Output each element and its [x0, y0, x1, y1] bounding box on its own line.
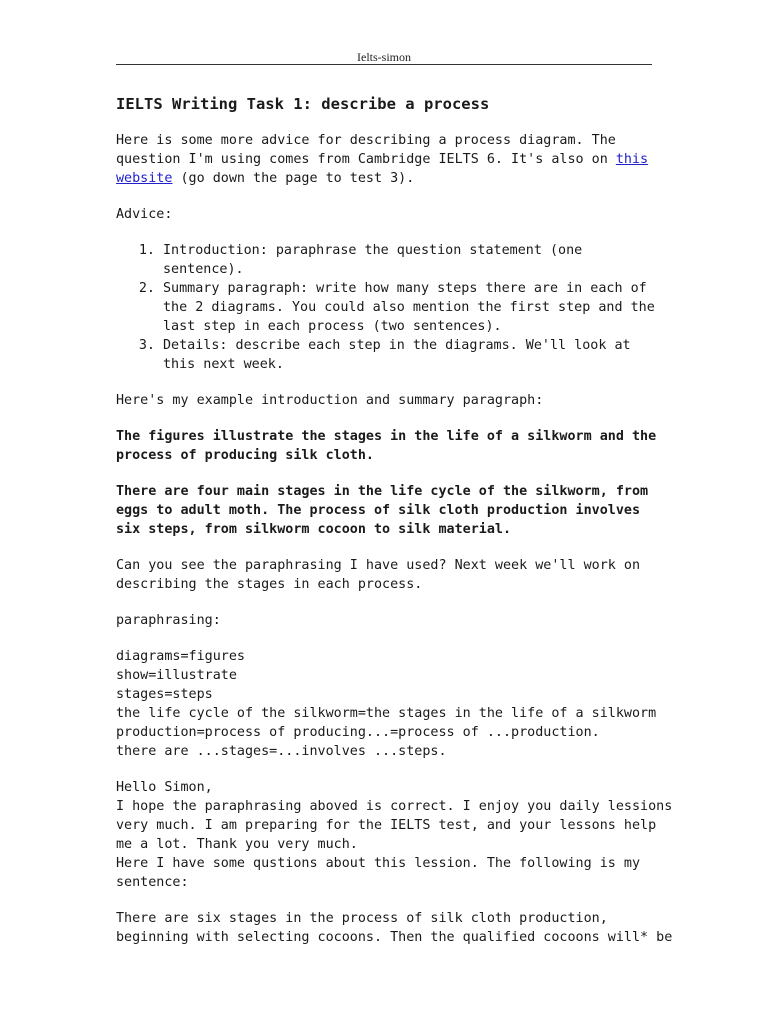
comment-line: sentence: [116, 875, 189, 890]
comment-sentence [116, 909, 673, 947]
paraphrase-line: show=illustrate [116, 668, 237, 683]
paraphrase-line: production=process of producing...=process of ...production. [116, 725, 600, 740]
example-introduction: The figures illustrate the stages in the life of a silkworm and the process of producing silk cloth. [116, 429, 657, 463]
paraphrase-line: there are ...stages=...involves ...steps. [116, 744, 447, 759]
example-label: Here's my example introduction and summary paragraph: [116, 393, 544, 408]
comment-line: Here I have some qustions about this lession. The following is my [116, 856, 641, 871]
comment-line: very much. I am preparing for the IELTS test, and your lessons help [116, 818, 657, 833]
advice-item: 2. Summary paragraph: write how many steps there are in each of the 2 diagrams. You could also mention the first step and the last step in each process (two sentences). [163, 279, 661, 336]
comment-sentence-line: There are six stages in the process of silk cloth production, [116, 911, 608, 926]
paraphrase-question: Can you see the paraphrasing I have used? Next week we'll work on describing the stages in each process. [116, 558, 641, 592]
intro-paragraph [116, 131, 661, 188]
advice-list [116, 241, 661, 374]
advice-item: 1. Introduction: paraphrase the question statement (one sentence). [163, 241, 661, 279]
article-title: IELTS Writing Task 1: describe a process [116, 95, 490, 113]
intro-text: Here is some more advice for describing a process diagram. The question I'm using comes from Cambridge IELTS 6. It's also on [116, 133, 616, 167]
comment-line: Hello Simon, [116, 780, 213, 795]
paraphrase-line: stages=steps [116, 687, 213, 702]
header-divider [116, 64, 652, 65]
comment-sentence-line: beginning with selecting cocoons. Then the qualified cocoons will* be [116, 930, 673, 945]
comment-line: me a lot. Thank you very much. [116, 837, 358, 852]
article-body [116, 93, 673, 947]
example-summary: There are four main stages in the life cycle of the silkworm, from eggs to adult moth. The process of silk cloth production involves six steps, from silkworm cocoon to silk material. [116, 484, 649, 537]
advice-item: 3. Details: describe each step in the diagrams. We'll look at this next week. [163, 336, 661, 374]
paraphrase-line: the life cycle of the silkworm=the stages in the life of a silkworm [116, 706, 657, 721]
page-header: Ielts-simon [357, 50, 411, 64]
advice-label: Advice: [116, 207, 173, 222]
this-website-link[interactable]: this website [116, 152, 649, 186]
paraphrase-line: diagrams=figures [116, 649, 245, 664]
reader-comment [116, 778, 673, 892]
intro-text-end: (go down the page to test 3). [172, 171, 415, 186]
comment-line: I hope the paraphrasing aboved is correct. I enjoy you daily lessions [116, 799, 673, 814]
paraphrasing-label: paraphrasing: [116, 613, 221, 628]
